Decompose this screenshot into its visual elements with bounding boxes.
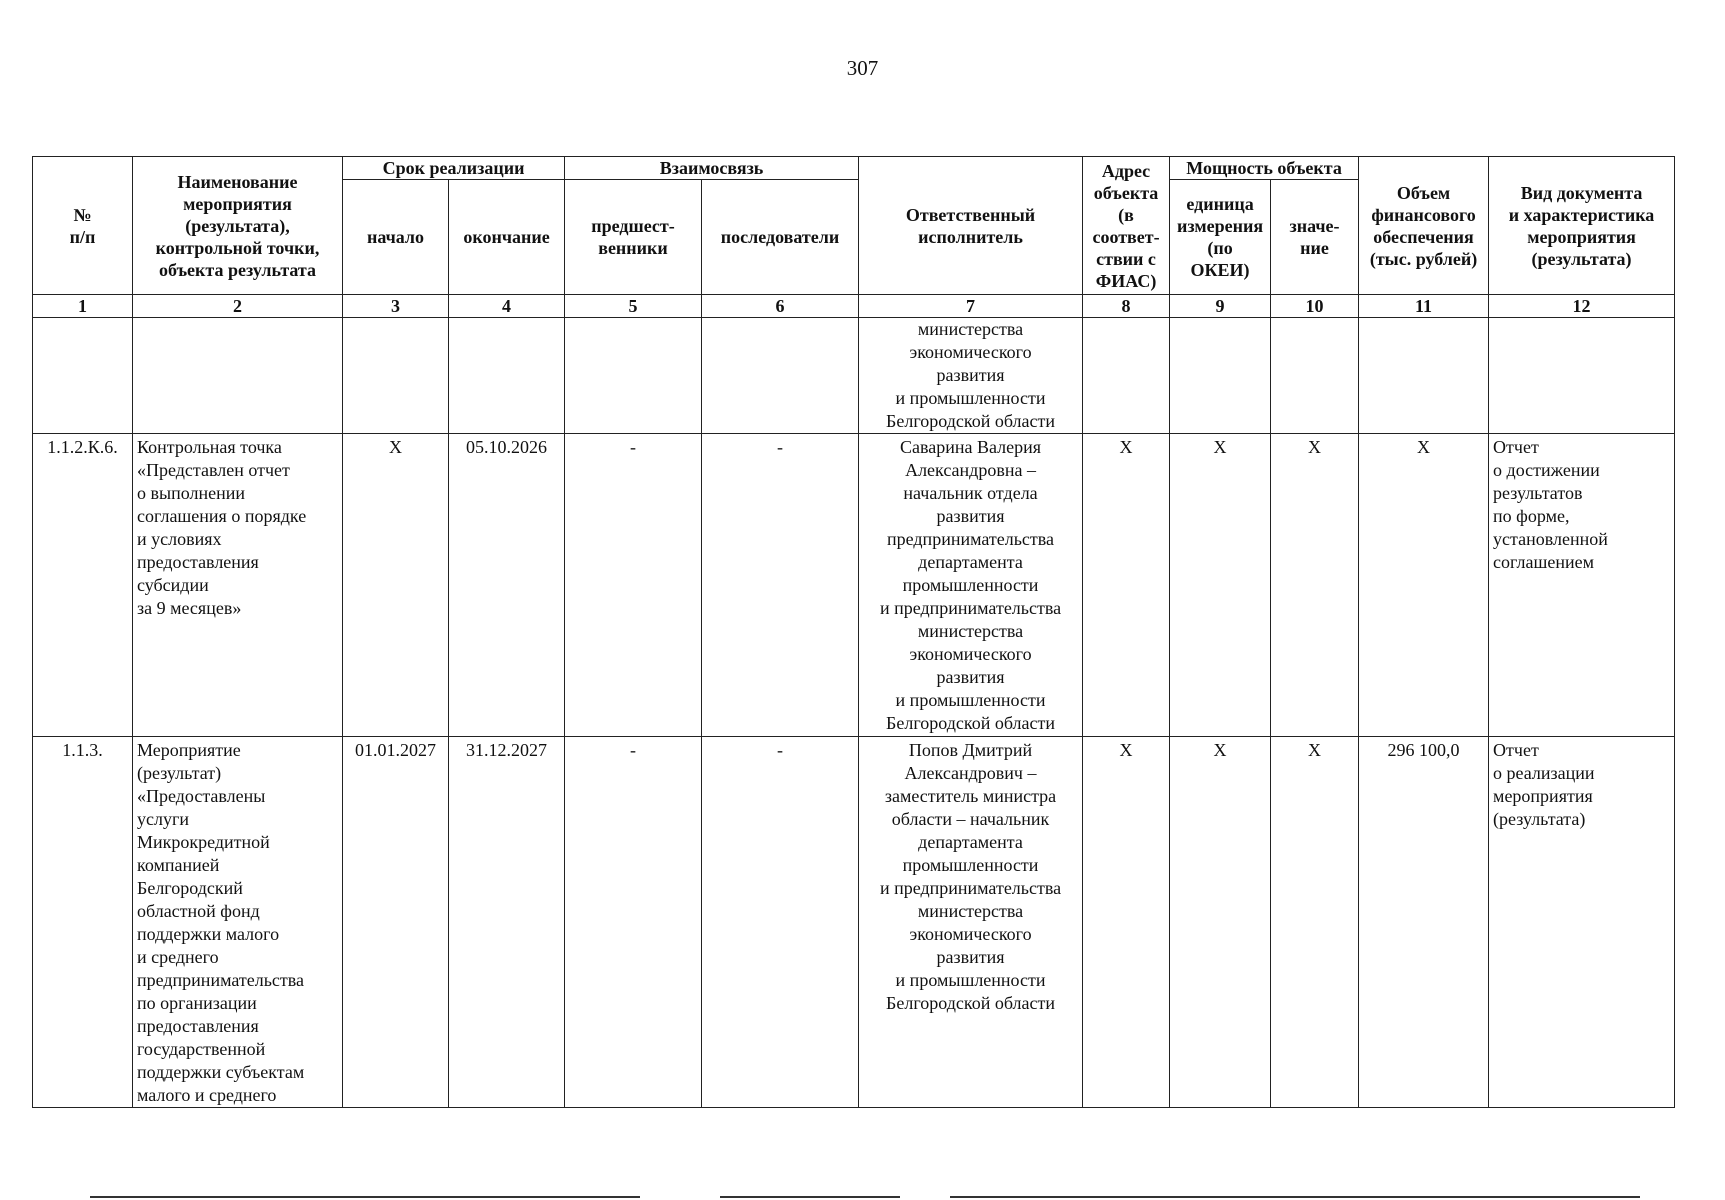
header-name: Наименование мероприятия (результата), контрольной точки, объекта результата <box>133 157 343 295</box>
table-row <box>33 434 1675 737</box>
header-successors: последователи <box>702 180 859 295</box>
bottom-rule <box>90 1196 1640 1198</box>
rule-gap <box>640 1195 720 1199</box>
cell-value <box>1271 318 1359 434</box>
cell-document-type: Отчет о реализации мероприятия (результата) <box>1489 737 1675 1108</box>
column-number: 2 <box>133 295 343 318</box>
column-number: 4 <box>449 295 565 318</box>
cell-predecessors: - <box>565 434 702 737</box>
cell-successors: - <box>702 434 859 737</box>
results-table <box>32 156 1675 1108</box>
column-number: 5 <box>565 295 702 318</box>
header-value: значе- ние <box>1271 180 1359 295</box>
cell-address: Х <box>1083 737 1170 1108</box>
header-document-type: Вид документа и характеристика мероприятия (результата) <box>1489 157 1675 295</box>
header-end: окончание <box>449 180 565 295</box>
cell-funding: Х <box>1359 434 1489 737</box>
cell-funding <box>1359 318 1489 434</box>
header-predecessors: предшест- венники <box>565 180 702 295</box>
header-responsible: Ответственный исполнитель <box>859 157 1083 295</box>
header-group-relations: Взаимосвязь <box>565 157 859 180</box>
header-number: № п/п <box>33 157 133 295</box>
header-funding: Объем финансового обеспечения (тыс. рублей) <box>1359 157 1489 295</box>
rule-gap <box>900 1195 950 1199</box>
cell-successors: - <box>702 737 859 1108</box>
header-group-capacity: Мощность объекта <box>1170 157 1359 180</box>
table-row <box>33 318 1675 434</box>
header-group-period: Срок реализации <box>343 157 565 180</box>
column-number: 3 <box>343 295 449 318</box>
cell-document-type <box>1489 318 1675 434</box>
cell-address: Х <box>1083 434 1170 737</box>
cell-name: Контрольная точка «Представлен отчет о выполнении соглашения о порядке и условиях предоставления субсидии за 9 месяцев» <box>133 434 343 737</box>
cell-predecessors: - <box>565 737 702 1108</box>
cell-end: 31.12.2027 <box>449 737 565 1108</box>
column-number: 7 <box>859 295 1083 318</box>
header-unit: единица измерения (по ОКЕИ) <box>1170 180 1271 295</box>
column-number: 10 <box>1271 295 1359 318</box>
page-number: 307 <box>846 56 879 80</box>
cell-name: Мероприятие (результат) «Предоставлены услуги Микрокредитной компанией Белгородский областной фонд поддержки малого и среднего предпринимательства по организации предоставления государственной поддержки субъектам малого и среднего <box>133 737 343 1108</box>
cell-value: Х <box>1271 737 1359 1108</box>
cell-number <box>33 318 133 434</box>
cell-responsible: министерства экономического развития и промышленности Белгородской области <box>859 318 1083 434</box>
cell-end <box>449 318 565 434</box>
column-numbers-row <box>33 295 1675 318</box>
table-header <box>33 157 1675 318</box>
header-start: начало <box>343 180 449 295</box>
cell-responsible: Саварина Валерия Александровна – начальник отдела развития предпринимательства департамента промышленности и предпринимательства министерства экономического развития и промышленности Белгородской области <box>859 434 1083 737</box>
cell-value: Х <box>1271 434 1359 737</box>
column-number: 9 <box>1170 295 1271 318</box>
cell-successors <box>702 318 859 434</box>
cell-number: 1.1.3. <box>33 737 133 1108</box>
cell-document-type: Отчет о достижении результатов по форме, установленной соглашением <box>1489 434 1675 737</box>
cell-funding: 296 100,0 <box>1359 737 1489 1108</box>
cell-number: 1.1.2.К.6. <box>33 434 133 737</box>
cell-start: Х <box>343 434 449 737</box>
cell-name <box>133 318 343 434</box>
column-number: 6 <box>702 295 859 318</box>
column-number: 11 <box>1359 295 1489 318</box>
column-number: 1 <box>33 295 133 318</box>
cell-end: 05.10.2026 <box>449 434 565 737</box>
column-number: 8 <box>1083 295 1170 318</box>
cell-predecessors <box>565 318 702 434</box>
cell-responsible: Попов Дмитрий Александрович – заместитель министра области – начальник департамента промышленности и предпринимательства министерства экономического развития и промышленности Белгородской области <box>859 737 1083 1108</box>
table-row <box>33 737 1675 1108</box>
cell-address <box>1083 318 1170 434</box>
column-number: 12 <box>1489 295 1675 318</box>
cell-unit: Х <box>1170 434 1271 737</box>
cell-start: 01.01.2027 <box>343 737 449 1108</box>
cell-start <box>343 318 449 434</box>
cell-unit <box>1170 318 1271 434</box>
cell-unit: Х <box>1170 737 1271 1108</box>
header-address: Адрес объекта (в соответ- ствии с ФИАС) <box>1083 157 1170 295</box>
